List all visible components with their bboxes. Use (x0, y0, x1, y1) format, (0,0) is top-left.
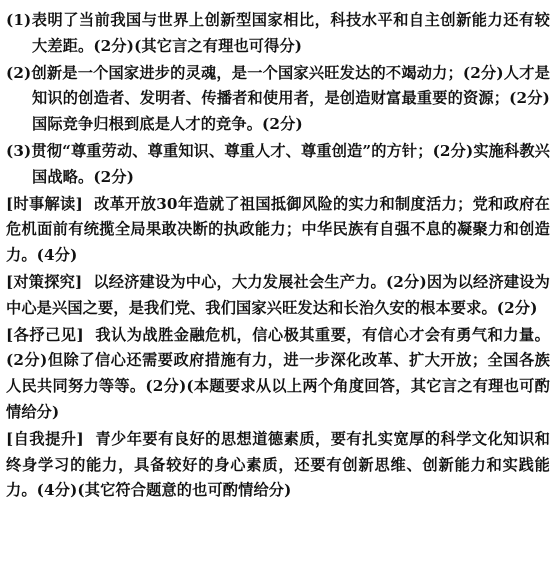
section-label: [时事解读] (6, 194, 83, 213)
answer-number: (2) (6, 63, 32, 82)
section-label: [自我提升] (6, 429, 84, 448)
answer-number: (3) (6, 141, 32, 160)
answer-text: 贯彻“尊重劳动、尊重知识、尊重人才、尊重创造”的方针；(2分)实施科教兴国战略。(2分) (31, 141, 551, 186)
section-current-affairs (6, 192, 550, 269)
section-opinions (6, 323, 550, 426)
section-text: 青少年要有良好的思想道德素质，要有扎实宽厚的科学文化知识和终身学习的能力，具备较好的身心素质，还要有创新思维、创新能力和实践能力。(4分)(其它符合题意的也可酌情给分) (6, 429, 550, 500)
section-text: 我认为战胜金融危机，信心极其重要，有信心才会有勇气和力量。(2分)但除了信心还需要政府措施有力，进一步深化改革、扩大开放；全国各族人民共同努力等等。(2分)(本题要求从以上两个角度回答，其它言之有理也可酌情给分) (6, 325, 550, 421)
section-self-improvement (6, 427, 550, 504)
section-text: 以经济建设为中心，大力发展社会生产力。(2分)因为以经济建设为中心是兴国之要，是我们党、我们国家兴旺发达和长治久安的根本要求。(2分) (6, 272, 550, 317)
answer-number: (1) (6, 11, 32, 29)
answer-text: 表明了当前我国与世界上创新型国家相比，科技水平和自主创新能力还有较大差距。(2分)(其它言之有理也可得分) (31, 11, 550, 55)
section-text: 改革开放30年造就了祖国抵御风险的实力和制度活力；党和政府在危机面前有统揽全局果敢决断的执政能力；中华民族有自强不息的凝聚力和创造力。(4分) (6, 194, 551, 265)
answer-item-2 (6, 61, 550, 138)
answer-text: 创新是一个国家进步的灵魂，是一个国家兴旺发达的不竭动力；(2分)人才是知识的创造者、发明者、传播者和使用者，是创造财富最重要的资源；(2分)国际竞争归根到底是人才的竞争。(2分) (31, 63, 550, 134)
section-label: [各抒己见] (6, 325, 84, 344)
section-label: [对策探究] (6, 272, 83, 291)
answer-item-1 (6, 8, 550, 60)
answer-item-3 (6, 139, 550, 191)
section-countermeasures (6, 270, 550, 322)
